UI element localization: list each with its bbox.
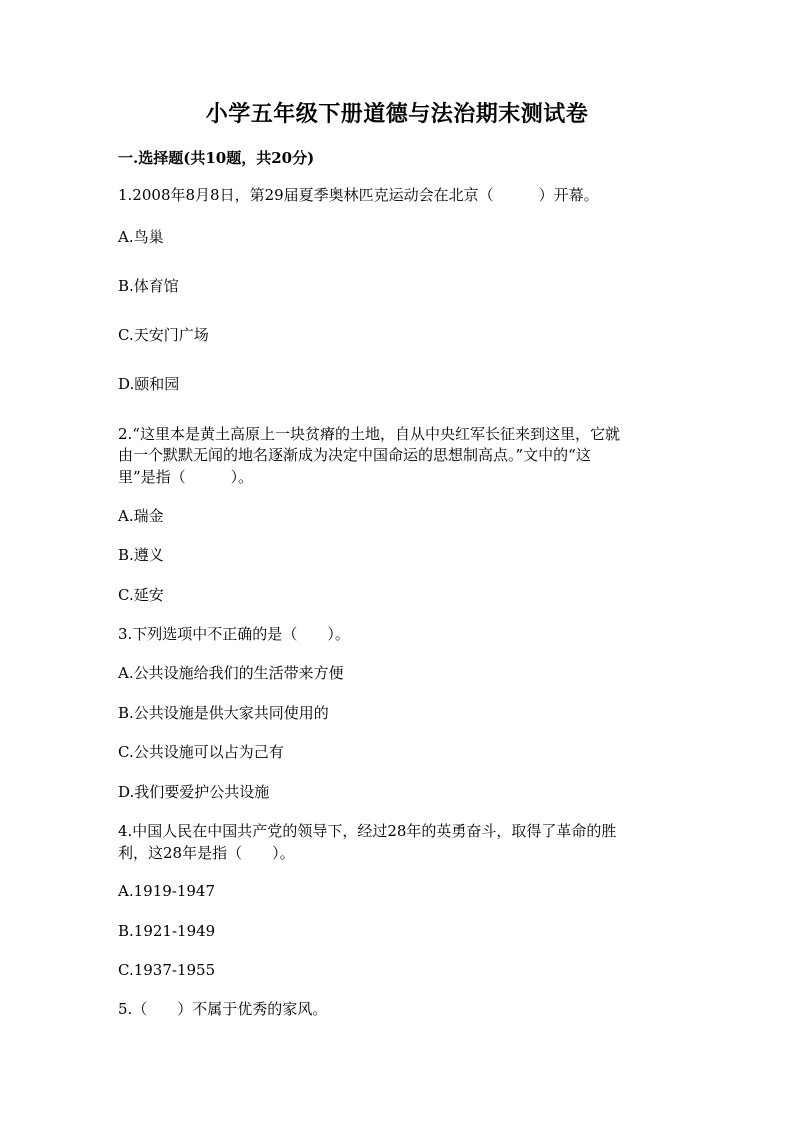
- question-3-option-d: D.我们要爱护公共设施: [118, 783, 270, 801]
- question-1-stem-line-1: 1.2008年8月8日，第29届夏季奥林匹克运动会在北京（ ）开幕。: [118, 186, 599, 204]
- page-title: 小学五年级下册道德与法治期末测试卷: [205, 101, 589, 127]
- question-1-option-a: A.鸟巢: [118, 228, 164, 246]
- question-3-option-b: B.公共设施是供大家共同使用的: [118, 704, 329, 722]
- question-4-option-b: B.1921-1949: [118, 922, 216, 940]
- section-heading: 一.选择题(共10题，共20分): [118, 149, 315, 167]
- question-3-stem-line-1: 3.下列选项中不正确的是（ ）。: [118, 625, 350, 643]
- question-3-option-c: C.公共设施可以占为己有: [118, 743, 284, 761]
- question-1-option-c: C.天安门广场: [118, 326, 209, 344]
- question-2-stem-line-2: 由一个默默无闻的地名逐渐成为决定中国命运的思想制高点。”文中的“这: [118, 446, 591, 464]
- question-2-option-c: C.延安: [118, 586, 164, 604]
- question-2-option-b: B.遵义: [118, 546, 164, 564]
- question-2-option-a: A.瑞金: [118, 507, 164, 525]
- question-5-stem-line-1: 5.（ ）不属于优秀的家风。: [118, 1000, 328, 1018]
- question-2-stem-line-1: 2.“这里本是黄土高原上一块贫瘠的土地，自从中央红军长征来到这里，它就: [118, 425, 620, 443]
- question-3-option-a: A.公共设施给我们的生活带来方便: [118, 664, 344, 682]
- question-2-stem-line-3: 里”是指（ ）。: [118, 468, 254, 486]
- question-4-option-a: A.1919-1947: [118, 882, 216, 900]
- question-4-stem-line-2: 利，这28年是指（ ）。: [118, 844, 295, 862]
- question-4-stem-line-1: 4.中国人民在中国共产党的领导下，经过28年的英勇奋斗，取得了革命的胜: [118, 822, 617, 840]
- question-1-option-b: B.体育馆: [118, 277, 179, 295]
- question-1-option-d: D.颐和园: [118, 375, 180, 393]
- question-4-option-c: C.1937-1955: [118, 961, 216, 979]
